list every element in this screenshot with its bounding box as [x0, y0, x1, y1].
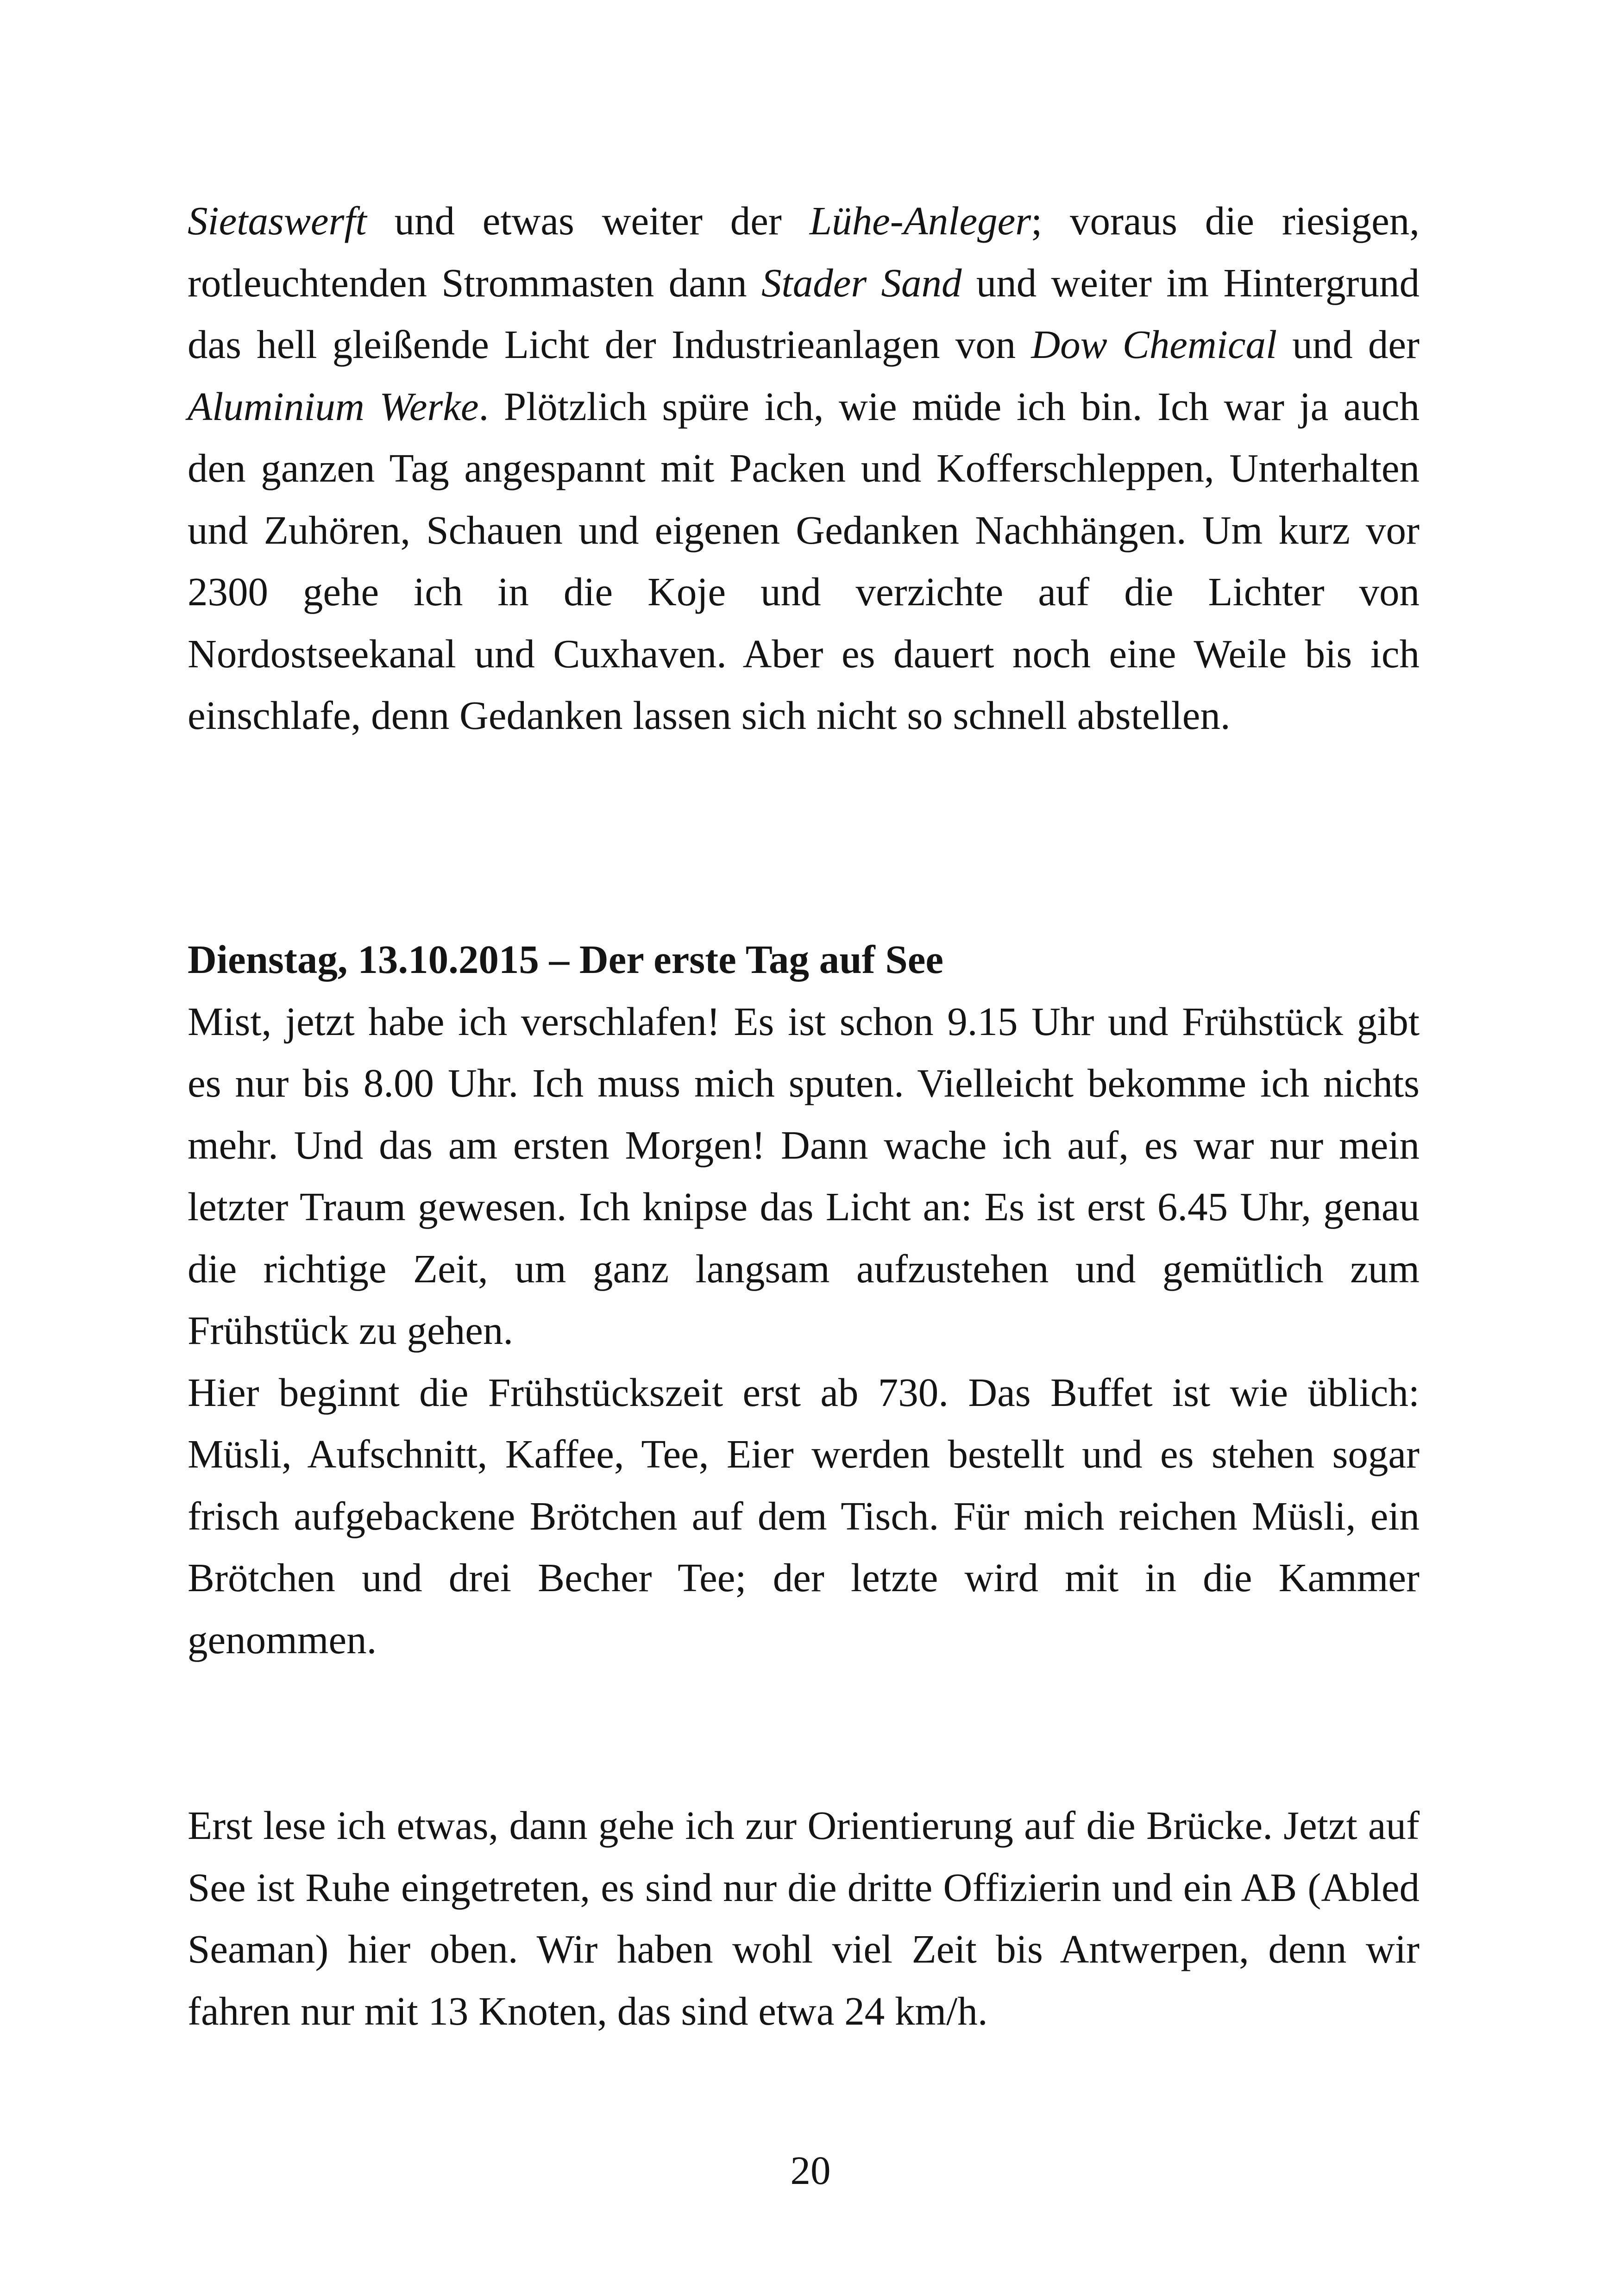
paragraph-bridge: Erst lese ich etwas, dann gehe ich zur Orientierung auf die Brücke. Jetzt auf See ist Ruhe eingetreten, es sind nur die dritte Offizierin und ein AB (Abled Seaman) hier oben. Wir haben wohl viel Zeit bis Antwerpen, denn wir fahren nur mit 13 Knoten, das sind etwa 24 km/h. — [188, 1803, 1420, 2033]
paragraph-breakfast: Hier beginnt die Frühstückszeit erst ab 730. Das Buffet ist wie üblich: Müsli, Aufschnitt, Kaffee, Tee, Eier werden bestellt und es stehen sogar frisch aufgebackene Brötchen auf dem Tisch. Für mich reichen Müsli, ein Brötchen und drei Becher Tee; der letzte wird mit in die Kammer genommen. — [188, 1369, 1420, 1662]
place-name-stader-sand: Stader Sand — [761, 260, 962, 305]
text-run: und weiter im Hintergrund das hell gleißende Licht der Industrieanlagen von — [188, 260, 1420, 367]
paragraph-ship-lights — [188, 190, 1420, 747]
place-name-sietaswerft: Sietaswerft — [188, 198, 367, 243]
diary-entry-section — [188, 928, 1420, 1670]
place-name-luehe-anleger: Lühe-Anleger — [809, 198, 1031, 243]
company-name-aluminium-werke: Aluminium Werke — [188, 383, 479, 429]
text-run: und etwas weiter der — [366, 198, 810, 243]
paragraph-overslept: Mist, jetzt habe ich verschlafen! Es ist schon 9.15 Uhr und Frühstück gibt es nur bis 8.00 Uhr. Ich muss mich sputen. Vielleicht bekomme ich nichts mehr. Und das am ersten Morgen! Dann wache ich auf, es war nur mein letzter Traum gewesen. Ich knipse das Licht an: Es ist erst 6.45 Uhr, genau die richtige Zeit, um ganz langsam aufzustehen und gemütlich zum Frühstück zu gehen. — [188, 998, 1420, 1353]
page-number: 20 — [790, 2148, 831, 2193]
text-run: . Plötzlich spüre ich, wie müde ich bin. Ich war ja auch den ganzen Tag angespannt mit Packen und Kofferschleppen, Unterhalten und Zuhören, Schauen und eigenen Gedanken Nachhängen. Um kurz vor 2300 gehe ich in die Koje und verzichte auf die Lichter von Nordostseekanal und Cuxhaven. Aber es dauert noch eine Weile bis ich einschlafe, denn Gedanken lassen sich nicht so schnell abstellen. — [188, 383, 1420, 738]
text-run: und der — [1277, 322, 1420, 367]
text-run: ; voraus die riesigen, rotleuchtenden Strommasten dann — [188, 198, 1420, 305]
company-name-dow-chemical: Dow Chemical — [1031, 322, 1277, 367]
section-heading: Dienstag, 13.10.2015 – Der erste Tag auf See — [188, 937, 943, 982]
